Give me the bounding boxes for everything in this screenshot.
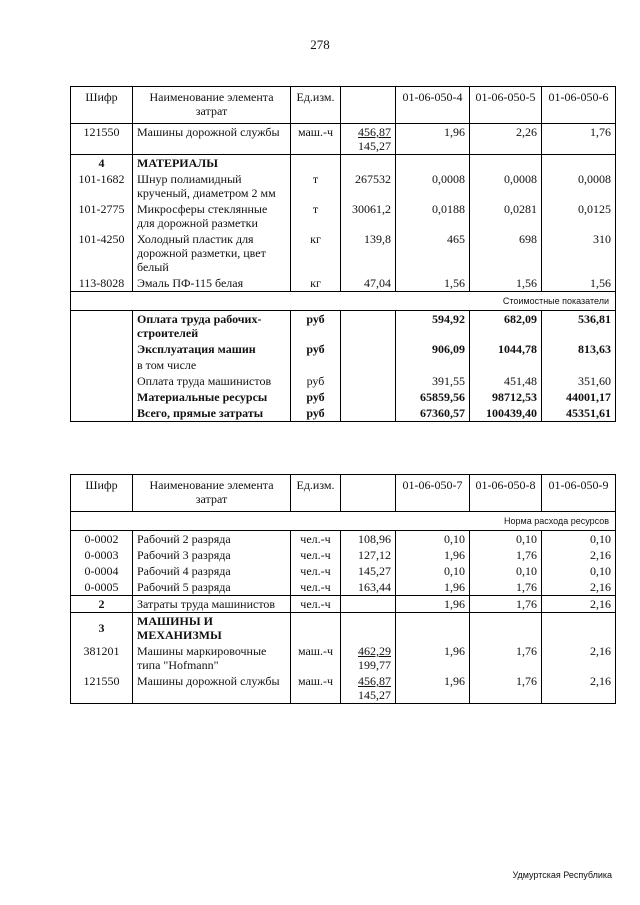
row-code: 121550 (71, 673, 133, 704)
cost-row (71, 341, 616, 357)
row-name: Холодный пластик для дорожной разметки, цвет белый (133, 231, 291, 275)
row-unit: чел.-ч (291, 563, 341, 579)
cost-unit: руб (291, 389, 341, 405)
row-name: Эмаль ПФ-115 белая (133, 275, 291, 292)
row-name: Микросферы стеклянные для дорожной разметки (133, 201, 291, 231)
row-name: Машины маркировочные типа "Hofmann" (133, 643, 291, 673)
table-row (71, 275, 616, 292)
row-unit: маш.-ч (291, 124, 341, 155)
cost-v1: 906,09 (396, 341, 470, 357)
table-row (71, 563, 616, 579)
cost-v1: 594,92 (396, 311, 470, 342)
row-v3: 0,0125 (542, 201, 616, 231)
row-v3: 2,16 (542, 579, 616, 596)
row-code: 101-2775 (71, 201, 133, 231)
row-unit: чел.-ч (291, 596, 341, 613)
header-col-2: 01-06-050-8 (470, 475, 542, 512)
row-price (341, 596, 396, 613)
row-v3: 2,16 (542, 643, 616, 673)
cost-name: Оплата труда рабочих-строителей (133, 311, 291, 342)
table-row (71, 643, 616, 673)
empty-cell (542, 155, 616, 172)
cost-v3: 351,60 (542, 373, 616, 389)
row-v3: 1,76 (542, 124, 616, 155)
table-row (71, 531, 616, 548)
cost-name: Эксплуатация машин (133, 341, 291, 357)
row-v1: 1,96 (396, 643, 470, 673)
empty-cell (341, 311, 396, 342)
row-code: 101-4250 (71, 231, 133, 275)
price-primary: 456,87 (358, 674, 391, 688)
cost-unit: руб (291, 405, 341, 422)
row-v1: 0,0188 (396, 201, 470, 231)
cost-label-row (71, 292, 616, 311)
table-header-row (71, 87, 616, 124)
header-unit: Ед.изм. (291, 87, 341, 124)
cost-v1: 65859,56 (396, 389, 470, 405)
row-v1: 0,10 (396, 563, 470, 579)
row-price: 108,96 (341, 531, 396, 548)
cost-row (71, 373, 616, 389)
row-v3: 310 (542, 231, 616, 275)
price-primary: 456,87 (358, 125, 391, 139)
section-row (71, 613, 616, 644)
price-secondary: 145,27 (358, 688, 391, 702)
row-price (341, 643, 396, 673)
empty-cell (291, 613, 341, 644)
empty-cell (71, 357, 133, 373)
header-name: Наименование элемента затрат (133, 475, 291, 512)
table-row (71, 171, 616, 201)
cost-unit: руб (291, 341, 341, 357)
empty-cell (291, 155, 341, 172)
row-v1: 465 (396, 231, 470, 275)
row-unit: чел.-ч (291, 547, 341, 563)
cost-v2: 451,48 (470, 373, 542, 389)
section-row (71, 596, 616, 613)
cost-unit: руб (291, 311, 341, 342)
row-unit: т (291, 201, 341, 231)
row-code: 0-0005 (71, 579, 133, 596)
row-name: Машины дорожной службы (133, 124, 291, 155)
empty-cell (341, 155, 396, 172)
row-price: 47,04 (341, 275, 396, 292)
footer-region: Удмуртская Республика (512, 870, 612, 880)
row-unit: кг (291, 275, 341, 292)
empty-cell (396, 155, 470, 172)
table-row (71, 231, 616, 275)
row-unit: чел.-ч (291, 579, 341, 596)
price-secondary: 145,27 (358, 139, 391, 153)
header-code: Шифр (71, 475, 133, 512)
cost-v3 (542, 357, 616, 373)
row-v2: 0,10 (470, 531, 542, 548)
cost-v2: 98712,53 (470, 389, 542, 405)
row-v1: 0,10 (396, 531, 470, 548)
row-code: 113-8028 (71, 275, 133, 292)
row-v3: 0,10 (542, 531, 616, 548)
row-price: 267532 (341, 171, 396, 201)
header-col-3: 01-06-050-6 (542, 87, 616, 124)
cost-v2: 1044,78 (470, 341, 542, 357)
row-code: 381201 (71, 643, 133, 673)
row-v2: 0,0281 (470, 201, 542, 231)
header-price (341, 87, 396, 124)
row-v1: 1,96 (396, 596, 470, 613)
header-code: Шифр (71, 87, 133, 124)
row-v3: 2,16 (542, 547, 616, 563)
row-v1: 1,96 (396, 579, 470, 596)
table-row (71, 547, 616, 563)
norm-label-row (71, 512, 616, 531)
row-code: 121550 (71, 124, 133, 155)
empty-cell (71, 311, 133, 342)
empty-cell (341, 613, 396, 644)
cost-v3: 813,63 (542, 341, 616, 357)
row-unit: чел.-ч (291, 531, 341, 548)
row-code: 0-0002 (71, 531, 133, 548)
row-v3: 2,16 (542, 596, 616, 613)
row-v2: 1,76 (470, 547, 542, 563)
row-v2: 1,76 (470, 673, 542, 704)
empty-cell (341, 405, 396, 422)
cost-row (71, 405, 616, 422)
row-unit: маш.-ч (291, 643, 341, 673)
price-secondary: 199,77 (358, 658, 391, 672)
row-v2: 1,76 (470, 643, 542, 673)
table-row (71, 124, 616, 155)
row-v2: 2,26 (470, 124, 542, 155)
empty-cell (470, 613, 542, 644)
cost-name: Всего, прямые затраты (133, 405, 291, 422)
cost-name: в том числе (133, 357, 291, 373)
header-col-1: 01-06-050-4 (396, 87, 470, 124)
cost-v3: 45351,61 (542, 405, 616, 422)
empty-cell (542, 613, 616, 644)
empty-cell (341, 357, 396, 373)
header-price (341, 475, 396, 512)
row-name: Машины дорожной службы (133, 673, 291, 704)
cost-v2: 682,09 (470, 311, 542, 342)
norm-label: Норма расхода ресурсов (71, 512, 616, 531)
row-price: 127,12 (341, 547, 396, 563)
row-price (341, 673, 396, 704)
empty-cell (71, 341, 133, 357)
row-v2: 1,76 (470, 579, 542, 596)
row-unit: кг (291, 231, 341, 275)
cost-v3: 536,81 (542, 311, 616, 342)
price-primary: 462,29 (358, 644, 391, 658)
section-code: 2 (71, 596, 133, 613)
row-v1: 1,96 (396, 547, 470, 563)
cost-v2: 100439,40 (470, 405, 542, 422)
row-name: Рабочий 4 разряда (133, 563, 291, 579)
row-price (341, 124, 396, 155)
page-number: 278 (310, 37, 330, 52)
row-v1: 1,56 (396, 275, 470, 292)
cost-v3: 44001,17 (542, 389, 616, 405)
table-row (71, 673, 616, 704)
row-price: 145,27 (341, 563, 396, 579)
section-name: МАШИНЫ И МЕХАНИЗМЫ (133, 613, 291, 644)
row-name: Затраты труда машинистов (133, 596, 291, 613)
cost-row (71, 357, 616, 373)
header-col-2: 01-06-050-5 (470, 87, 542, 124)
resource-table-2 (70, 474, 616, 704)
cost-label: Стоимостные показатели (71, 292, 616, 311)
row-name: Рабочий 3 разряда (133, 547, 291, 563)
row-v2: 0,0008 (470, 171, 542, 201)
row-code: 0-0003 (71, 547, 133, 563)
row-price: 163,44 (341, 579, 396, 596)
section-name: МАТЕРИАЛЫ (133, 155, 291, 172)
cost-name: Оплата труда машинистов (133, 373, 291, 389)
row-v1: 1,96 (396, 673, 470, 704)
empty-cell (71, 373, 133, 389)
table-row (71, 579, 616, 596)
row-price: 30061,2 (341, 201, 396, 231)
empty-cell (341, 373, 396, 389)
row-v1: 1,96 (396, 124, 470, 155)
cost-unit: руб (291, 373, 341, 389)
header-col-1: 01-06-050-7 (396, 475, 470, 512)
header-col-3: 01-06-050-9 (542, 475, 616, 512)
section-row (71, 155, 616, 172)
row-v2: 1,76 (470, 596, 542, 613)
cost-row (71, 311, 616, 342)
row-code: 0-0004 (71, 563, 133, 579)
row-v2: 698 (470, 231, 542, 275)
table-header-row (71, 475, 616, 512)
empty-cell (341, 389, 396, 405)
row-code: 101-1682 (71, 171, 133, 201)
empty-cell (341, 341, 396, 357)
row-unit: маш.-ч (291, 673, 341, 704)
empty-cell (71, 389, 133, 405)
cost-v1 (396, 357, 470, 373)
cost-row (71, 389, 616, 405)
row-unit: т (291, 171, 341, 201)
empty-cell (396, 613, 470, 644)
section-code: 3 (71, 613, 133, 644)
row-v1: 0,0008 (396, 171, 470, 201)
cost-v1: 391,55 (396, 373, 470, 389)
cost-v1: 67360,57 (396, 405, 470, 422)
row-v2: 0,10 (470, 563, 542, 579)
cost-v2 (470, 357, 542, 373)
row-v2: 1,56 (470, 275, 542, 292)
row-v3: 2,16 (542, 673, 616, 704)
empty-cell (470, 155, 542, 172)
row-name: Шнур полиамидный крученый, диаметром 2 мм (133, 171, 291, 201)
row-v3: 0,10 (542, 563, 616, 579)
resource-table-1 (70, 86, 616, 422)
cost-name: Материальные ресурсы (133, 389, 291, 405)
cost-unit (291, 357, 341, 373)
header-unit: Ед.изм. (291, 475, 341, 512)
table-row (71, 201, 616, 231)
row-v3: 1,56 (542, 275, 616, 292)
section-code: 4 (71, 155, 133, 172)
row-v3: 0,0008 (542, 171, 616, 201)
row-name: Рабочий 2 разряда (133, 531, 291, 548)
empty-cell (71, 405, 133, 422)
header-name: Наименование элемента затрат (133, 87, 291, 124)
row-name: Рабочий 5 разряда (133, 579, 291, 596)
row-price: 139,8 (341, 231, 396, 275)
